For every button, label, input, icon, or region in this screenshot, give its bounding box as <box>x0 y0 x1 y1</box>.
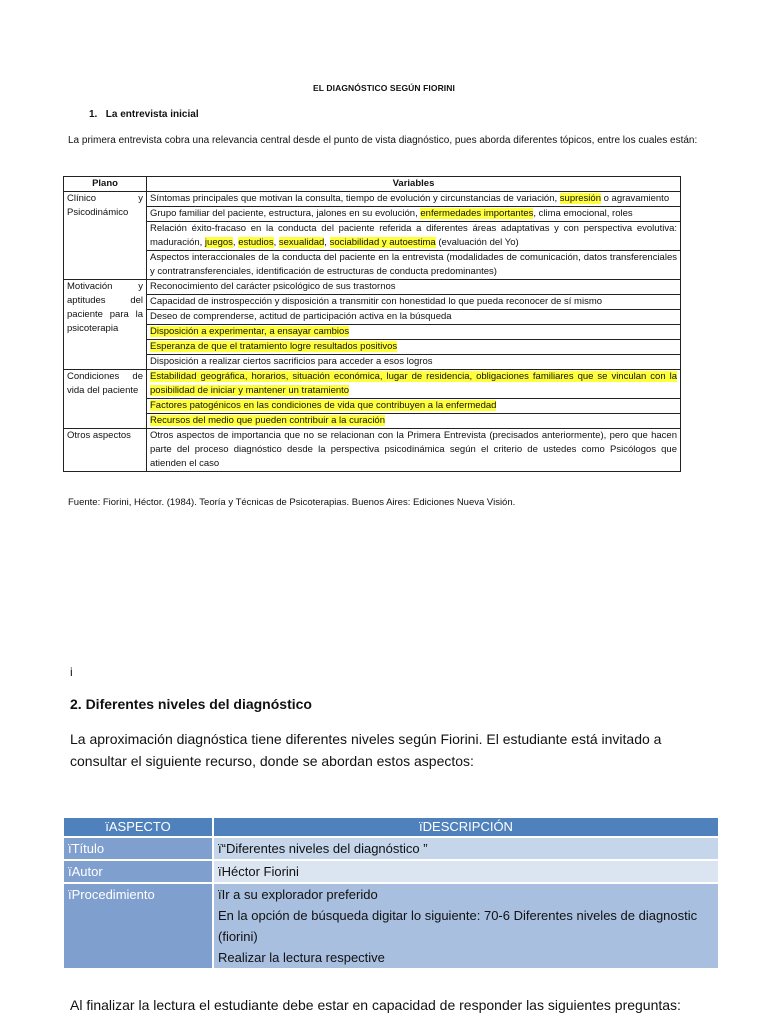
value-titulo: ï“Diferentes niveles del diagnóstico ” <box>214 838 718 859</box>
text: Relación éxito-fracaso en la conducta del paciente referida a diferentes áreas adaptativas y con perspectiva evolutiva: maduración, <box>150 223 677 248</box>
variable-cell: Aspectos interaccionales de la conducta del paciente en la entrevista (modalidades de comunicación, datos transferenciales y contratransferenciales, identificación de estructuras de conducta predominantes) <box>147 251 681 280</box>
highlighted-text: enfermedades importantes <box>420 208 534 219</box>
variable-cell: Reconocimiento del carácter psicológico de sus trastornos <box>147 280 681 295</box>
intro-paragraph: La primera entrevista cobra una relevancia central desde el punto de vista diagnóstico, pues aborda diferentes tópicos, entre los cuales están: <box>68 135 698 146</box>
plano-condiciones: Condiciones de vida del paciente <box>64 370 147 429</box>
highlighted-text: Estabilidad geográfica, horarios, situación económica, lugar de residencia, obligaciones familiares que se vinculan con la posibilidad de iniciar y mantener un tratamiento <box>150 371 677 396</box>
header-aspecto: ïASPECTO <box>64 818 212 836</box>
resource-table <box>62 816 720 970</box>
table-row <box>64 340 681 355</box>
variable-cell: Deseo de comprenderse, actitud de participación activa en la búsqueda <box>147 310 681 325</box>
table-header-row <box>64 177 681 192</box>
document-title: EL DIAGNÓSTICO SEGÚN FIORINI <box>313 83 455 93</box>
variable-cell <box>147 325 681 340</box>
text: , <box>273 237 279 248</box>
text: o agravamiento <box>600 193 670 204</box>
variable-cell: Capacidad de instrospección y disposición a transmitir con honestidad lo que pueda reconocer de sí mismo <box>147 295 681 310</box>
source-citation: Fuente: Fiorini, Héctor. (1984). Teoría y Técnicas de Psicoterapias. Buenos Aires: Ediciones Nueva Visión. <box>68 497 516 508</box>
plano-otros: Otros aspectos <box>64 429 147 472</box>
label-titulo: ïTítulo <box>64 838 212 859</box>
table-row <box>64 370 681 399</box>
procedure-step: En la opción de búsqueda digitar lo siguiente: 70-6 Diferentes niveles de diagnostic (fiorini) <box>218 908 698 944</box>
table-row <box>64 399 681 414</box>
variable-cell: Otros aspectos de importancia que no se relacionan con la Primera Entrevista (precisados anteriormente), pero que hacen parte del proceso diagnóstico desde la perspectiva psicodinámica según el criterio de ustedes como Psicólogos que atienden el caso <box>147 429 681 472</box>
table-row <box>64 310 681 325</box>
table-row <box>64 192 681 207</box>
resource-row-titulo <box>64 838 718 859</box>
variable-cell <box>147 370 681 399</box>
resource-row-procedimiento <box>64 884 718 968</box>
table-row <box>64 295 681 310</box>
text: , clima emocional, roles <box>533 208 633 219</box>
table-row <box>64 429 681 472</box>
header-descripcion: ïDESCRIPCIÓN <box>214 818 718 836</box>
table-row <box>64 251 681 280</box>
interview-table <box>63 176 681 472</box>
value-procedimiento <box>214 884 718 968</box>
text: Grupo familiar del paciente, estructura, jalones en su evolución, <box>150 208 421 219</box>
section-2-heading: 2. Diferentes niveles del diagnóstico <box>70 696 312 712</box>
label-procedimiento: ïProcedimiento <box>64 884 212 968</box>
table-row <box>64 280 681 295</box>
header-variables: Variables <box>147 177 681 192</box>
highlighted-text: Recursos del medio que pueden contribuir a la curación <box>150 415 385 426</box>
variable-cell <box>147 340 681 355</box>
variable-cell <box>147 399 681 414</box>
text: , <box>324 237 330 248</box>
variable-cell <box>147 192 681 207</box>
text: Síntomas principales que motivan la consulta, tiempo de evolución y circunstancias de variación, <box>150 193 560 204</box>
table-row <box>64 207 681 222</box>
closing-paragraph: Al finalizar la lectura el estudiante debe estar en capacidad de responder las siguientes preguntas: <box>70 997 681 1013</box>
table-row <box>64 222 681 251</box>
text: (evaluación del Yo) <box>435 237 519 248</box>
stray-mark: i <box>70 665 73 679</box>
variable-cell <box>147 222 681 251</box>
header-plano: Plano <box>64 177 147 192</box>
section-2-paragraph: La aproximación diagnóstica tiene diferentes niveles según Fiorini. El estudiante está invitado a consultar el siguiente recurso, donde se abordan estos aspectos: <box>70 731 662 769</box>
table-row <box>64 414 681 429</box>
procedure-step: ïIr a su explorador preferido <box>218 887 378 902</box>
table-row <box>64 325 681 340</box>
section-1-number: 1. <box>89 109 98 120</box>
resource-header-row <box>64 818 718 836</box>
highlighted-text: supresión <box>559 193 601 204</box>
text: , <box>232 237 239 248</box>
variable-cell <box>147 414 681 429</box>
highlighted-text: juegos <box>204 237 233 248</box>
label-autor: ïAutor <box>64 861 212 882</box>
table-row <box>64 355 681 370</box>
section-1-heading <box>89 109 199 120</box>
highlighted-text: sociabilidad y autoestima <box>329 237 436 248</box>
section-1-title: La entrevista inicial <box>105 109 199 120</box>
plano-motivacion: Motivación y aptitudes del paciente para la psicoterapia <box>64 280 147 370</box>
variable-cell <box>147 207 681 222</box>
plano-clinico: Clínico y Psicodinámico <box>64 192 147 280</box>
highlighted-text: Factores patogénicos en las condiciones de vida que contribuyen a la enfermedad <box>150 400 497 411</box>
highlighted-text: Disposición a experimentar, a ensayar cambios <box>150 326 350 337</box>
highlighted-text: sexualidad <box>278 237 325 248</box>
variable-cell: Disposición a realizar ciertos sacrificios para acceder a esos logros <box>147 355 681 370</box>
highlighted-text: Esperanza de que el tratamiento logre resultados positivos <box>150 341 398 352</box>
value-autor: ïHéctor Fiorini <box>214 861 718 882</box>
procedure-step: Realizar la lectura respective <box>218 950 385 965</box>
highlighted-text: estudios <box>238 237 274 248</box>
resource-row-autor <box>64 861 718 882</box>
